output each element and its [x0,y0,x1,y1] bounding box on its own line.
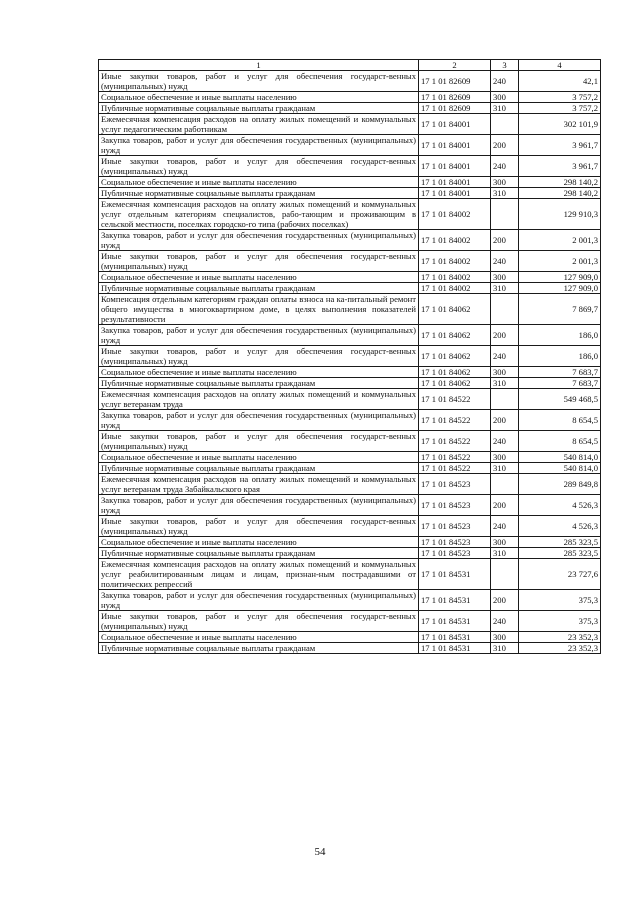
row-code-cell: 17 1 01 84062 [419,325,491,346]
row-code-cell: 17 1 01 84531 [419,611,491,632]
table-row [99,452,601,463]
table-row [99,611,601,632]
row-vr-cell: 240 [491,516,519,537]
row-name-cell: Иные закупки товаров, работ и услуг для обеспечения государст-венных (муниципальных) нужд [99,611,419,632]
table-row [99,71,601,92]
row-name-cell: Публичные нормативные социальные выплаты гражданам [99,283,419,294]
row-sum-cell: 127 909,0 [519,272,601,283]
row-code-cell: 17 1 01 84523 [419,537,491,548]
row-vr-cell [491,294,519,325]
row-name-cell: Закупка товаров, работ и услуг для обеспечения государственных (муниципальных) нужд [99,495,419,516]
row-vr-cell: 300 [491,92,519,103]
row-name-cell: Социальное обеспечение и иные выплаты населению [99,452,419,463]
row-sum-cell: 186,0 [519,346,601,367]
table-row [99,92,601,103]
row-name-cell: Публичные нормативные социальные выплаты гражданам [99,378,419,389]
row-code-cell: 17 1 01 84062 [419,294,491,325]
row-sum-cell: 375,3 [519,590,601,611]
row-sum-cell: 3 961,7 [519,156,601,177]
row-name-cell: Закупка товаров, работ и услуг для обеспечения государственных (муниципальных) нужд [99,135,419,156]
table-row [99,548,601,559]
row-sum-cell: 4 526,3 [519,495,601,516]
row-code-cell: 17 1 01 84523 [419,474,491,495]
row-name-cell: Публичные нормативные социальные выплаты гражданам [99,548,419,559]
row-sum-cell: 186,0 [519,325,601,346]
row-name-cell: Публичные нормативные социальные выплаты гражданам [99,103,419,114]
row-vr-cell: 200 [491,230,519,251]
row-code-cell: 17 1 01 84002 [419,230,491,251]
row-sum-cell: 4 526,3 [519,516,601,537]
table-row [99,643,601,654]
table-row [99,389,601,410]
table-row [99,632,601,643]
table-row [99,516,601,537]
row-name-cell: Закупка товаров, работ и услуг для обеспечения государственных (муниципальных) нужд [99,325,419,346]
table-row [99,294,601,325]
row-sum-cell: 8 654,5 [519,410,601,431]
table-row [99,156,601,177]
row-vr-cell: 200 [491,590,519,611]
row-vr-cell: 310 [491,378,519,389]
row-sum-cell: 7 869,7 [519,294,601,325]
row-name-cell: Социальное обеспечение и иные выплаты населению [99,92,419,103]
row-code-cell: 17 1 01 82609 [419,103,491,114]
row-name-cell: Ежемесячная компенсация расходов на оплату жилых помещений и коммунальных услуг реабилитированным лицам и лицам, признан-ным пострадавшими от политических репрессий [99,559,419,590]
row-vr-cell: 300 [491,452,519,463]
row-code-cell: 17 1 01 84001 [419,135,491,156]
row-code-cell: 17 1 01 84002 [419,251,491,272]
row-code-cell: 17 1 01 84531 [419,559,491,590]
row-vr-cell: 310 [491,463,519,474]
row-name-cell: Иные закупки товаров, работ и услуг для обеспечения государст-венных (муниципальных) нужд [99,251,419,272]
row-sum-cell: 3 757,2 [519,103,601,114]
row-code-cell: 17 1 01 84522 [419,389,491,410]
row-name-cell: Ежемесячная компенсация расходов на оплату жилых помещений и коммунальных услуг отдельным категориям специалистов, рабо-тающим и проживающим в сельской местности, поселках городско-го типа (рабочих поселках) [99,199,419,230]
row-name-cell: Социальное обеспечение и иные выплаты населению [99,177,419,188]
row-vr-cell: 200 [491,135,519,156]
table-row [99,177,601,188]
row-name-cell: Публичные нормативные социальные выплаты гражданам [99,188,419,199]
row-vr-cell: 240 [491,71,519,92]
row-name-cell: Социальное обеспечение и иные выплаты населению [99,367,419,378]
row-vr-cell: 240 [491,251,519,272]
row-code-cell: 17 1 01 84002 [419,283,491,294]
column-header-vr: 3 [491,60,519,71]
table-row [99,272,601,283]
row-vr-cell: 300 [491,537,519,548]
table-row [99,114,601,135]
row-name-cell: Ежемесячная компенсация расходов на оплату жилых помещений и коммунальных услуг ветеранам труда Забайкальского края [99,474,419,495]
row-code-cell: 17 1 01 84002 [419,199,491,230]
row-sum-cell: 540 814,0 [519,463,601,474]
row-code-cell: 17 1 01 84523 [419,516,491,537]
row-vr-cell [491,559,519,590]
row-vr-cell: 200 [491,325,519,346]
row-sum-cell: 23 352,3 [519,643,601,654]
column-header-sum: 4 [519,60,601,71]
table-row [99,537,601,548]
row-sum-cell: 3 961,7 [519,135,601,156]
row-code-cell: 17 1 01 84001 [419,188,491,199]
row-sum-cell: 8 654,5 [519,431,601,452]
table-row [99,188,601,199]
row-name-cell: Ежемесячная компенсация расходов на оплату жилых помещений и коммунальных услуг ветеранам труда [99,389,419,410]
row-code-cell: 17 1 01 84522 [419,452,491,463]
row-code-cell: 17 1 01 82609 [419,71,491,92]
row-name-cell: Иные закупки товаров, работ и услуг для обеспечения государст-венных (муниципальных) нужд [99,516,419,537]
row-sum-cell: 375,3 [519,611,601,632]
row-code-cell: 17 1 01 84062 [419,378,491,389]
row-sum-cell: 7 683,7 [519,367,601,378]
row-code-cell: 17 1 01 84531 [419,590,491,611]
table-row [99,431,601,452]
row-vr-cell: 240 [491,611,519,632]
row-vr-cell: 240 [491,431,519,452]
row-sum-cell: 285 323,5 [519,537,601,548]
row-code-cell: 17 1 01 84001 [419,177,491,188]
row-sum-cell: 298 140,2 [519,177,601,188]
table-row [99,495,601,516]
row-code-cell: 17 1 01 84523 [419,548,491,559]
row-sum-cell: 549 468,5 [519,389,601,410]
row-code-cell: 17 1 01 84523 [419,495,491,516]
table-row [99,103,601,114]
table-row [99,367,601,378]
column-header-name: 1 [99,60,419,71]
row-sum-cell: 285 323,5 [519,548,601,559]
table-row [99,251,601,272]
row-sum-cell: 289 849,8 [519,474,601,495]
row-sum-cell: 23 352,3 [519,632,601,643]
table-row [99,463,601,474]
row-vr-cell: 300 [491,367,519,378]
row-name-cell: Ежемесячная компенсация расходов на оплату жилых помещений и коммунальных услуг педагогическим работникам [99,114,419,135]
row-name-cell: Компенсация отдельным категориям граждан оплаты взноса на ка-питальный ремонт общего имущества в многоквартирном доме, в целях выполнения показателей результативности [99,294,419,325]
row-code-cell: 17 1 01 84531 [419,632,491,643]
row-code-cell: 17 1 01 84001 [419,114,491,135]
row-name-cell: Социальное обеспечение и иные выплаты населению [99,537,419,548]
row-code-cell: 17 1 01 84062 [419,367,491,378]
row-sum-cell: 23 727,6 [519,559,601,590]
row-name-cell: Иные закупки товаров, работ и услуг для обеспечения государст-венных (муниципальных) нужд [99,156,419,177]
row-vr-cell [491,474,519,495]
row-name-cell: Публичные нормативные социальные выплаты гражданам [99,463,419,474]
row-vr-cell: 200 [491,410,519,431]
row-name-cell: Иные закупки товаров, работ и услуг для обеспечения государст-венных (муниципальных) нужд [99,431,419,452]
table-row [99,135,601,156]
table-row [99,410,601,431]
row-name-cell: Закупка товаров, работ и услуг для обеспечения государственных (муниципальных) нужд [99,230,419,251]
row-name-cell: Иные закупки товаров, работ и услуг для обеспечения государст-венных (муниципальных) нужд [99,71,419,92]
row-vr-cell: 310 [491,548,519,559]
table-row [99,378,601,389]
row-vr-cell: 310 [491,188,519,199]
header-row [99,60,601,71]
row-vr-cell: 200 [491,495,519,516]
table-row [99,590,601,611]
row-vr-cell [491,199,519,230]
row-code-cell: 17 1 01 84522 [419,431,491,452]
row-vr-cell [491,389,519,410]
table-row [99,559,601,590]
row-vr-cell: 310 [491,643,519,654]
row-sum-cell: 302 101,9 [519,114,601,135]
row-name-cell: Закупка товаров, работ и услуг для обеспечения государственных (муниципальных) нужд [99,590,419,611]
column-header-code: 2 [419,60,491,71]
table-row [99,474,601,495]
row-vr-cell: 240 [491,156,519,177]
row-vr-cell: 240 [491,346,519,367]
row-sum-cell: 7 683,7 [519,378,601,389]
table-row [99,199,601,230]
row-name-cell: Социальное обеспечение и иные выплаты населению [99,272,419,283]
table-row [99,346,601,367]
row-name-cell: Социальное обеспечение и иные выплаты населению [99,632,419,643]
budget-table [98,59,601,654]
row-sum-cell: 129 910,3 [519,199,601,230]
row-name-cell: Закупка товаров, работ и услуг для обеспечения государственных (муниципальных) нужд [99,410,419,431]
table-row [99,325,601,346]
row-code-cell: 17 1 01 84001 [419,156,491,177]
row-code-cell: 17 1 01 84522 [419,463,491,474]
row-code-cell: 17 1 01 84062 [419,346,491,367]
budget-table-container [98,59,600,654]
row-code-cell: 17 1 01 84002 [419,272,491,283]
row-sum-cell: 2 001,3 [519,230,601,251]
row-code-cell: 17 1 01 82609 [419,92,491,103]
row-sum-cell: 42,1 [519,71,601,92]
row-vr-cell: 300 [491,272,519,283]
row-sum-cell: 540 814,0 [519,452,601,463]
table-row [99,283,601,294]
row-code-cell: 17 1 01 84531 [419,643,491,654]
row-vr-cell: 310 [491,283,519,294]
row-sum-cell: 2 001,3 [519,251,601,272]
row-sum-cell: 298 140,2 [519,188,601,199]
row-name-cell: Иные закупки товаров, работ и услуг для обеспечения государст-венных (муниципальных) нужд [99,346,419,367]
table-row [99,230,601,251]
row-code-cell: 17 1 01 84522 [419,410,491,431]
table-body [99,71,601,654]
row-vr-cell [491,114,519,135]
row-vr-cell: 300 [491,177,519,188]
row-vr-cell: 310 [491,103,519,114]
row-name-cell: Публичные нормативные социальные выплаты гражданам [99,643,419,654]
row-sum-cell: 127 909,0 [519,283,601,294]
page-number: 54 [314,846,326,858]
row-sum-cell: 3 757,2 [519,92,601,103]
row-vr-cell: 300 [491,632,519,643]
